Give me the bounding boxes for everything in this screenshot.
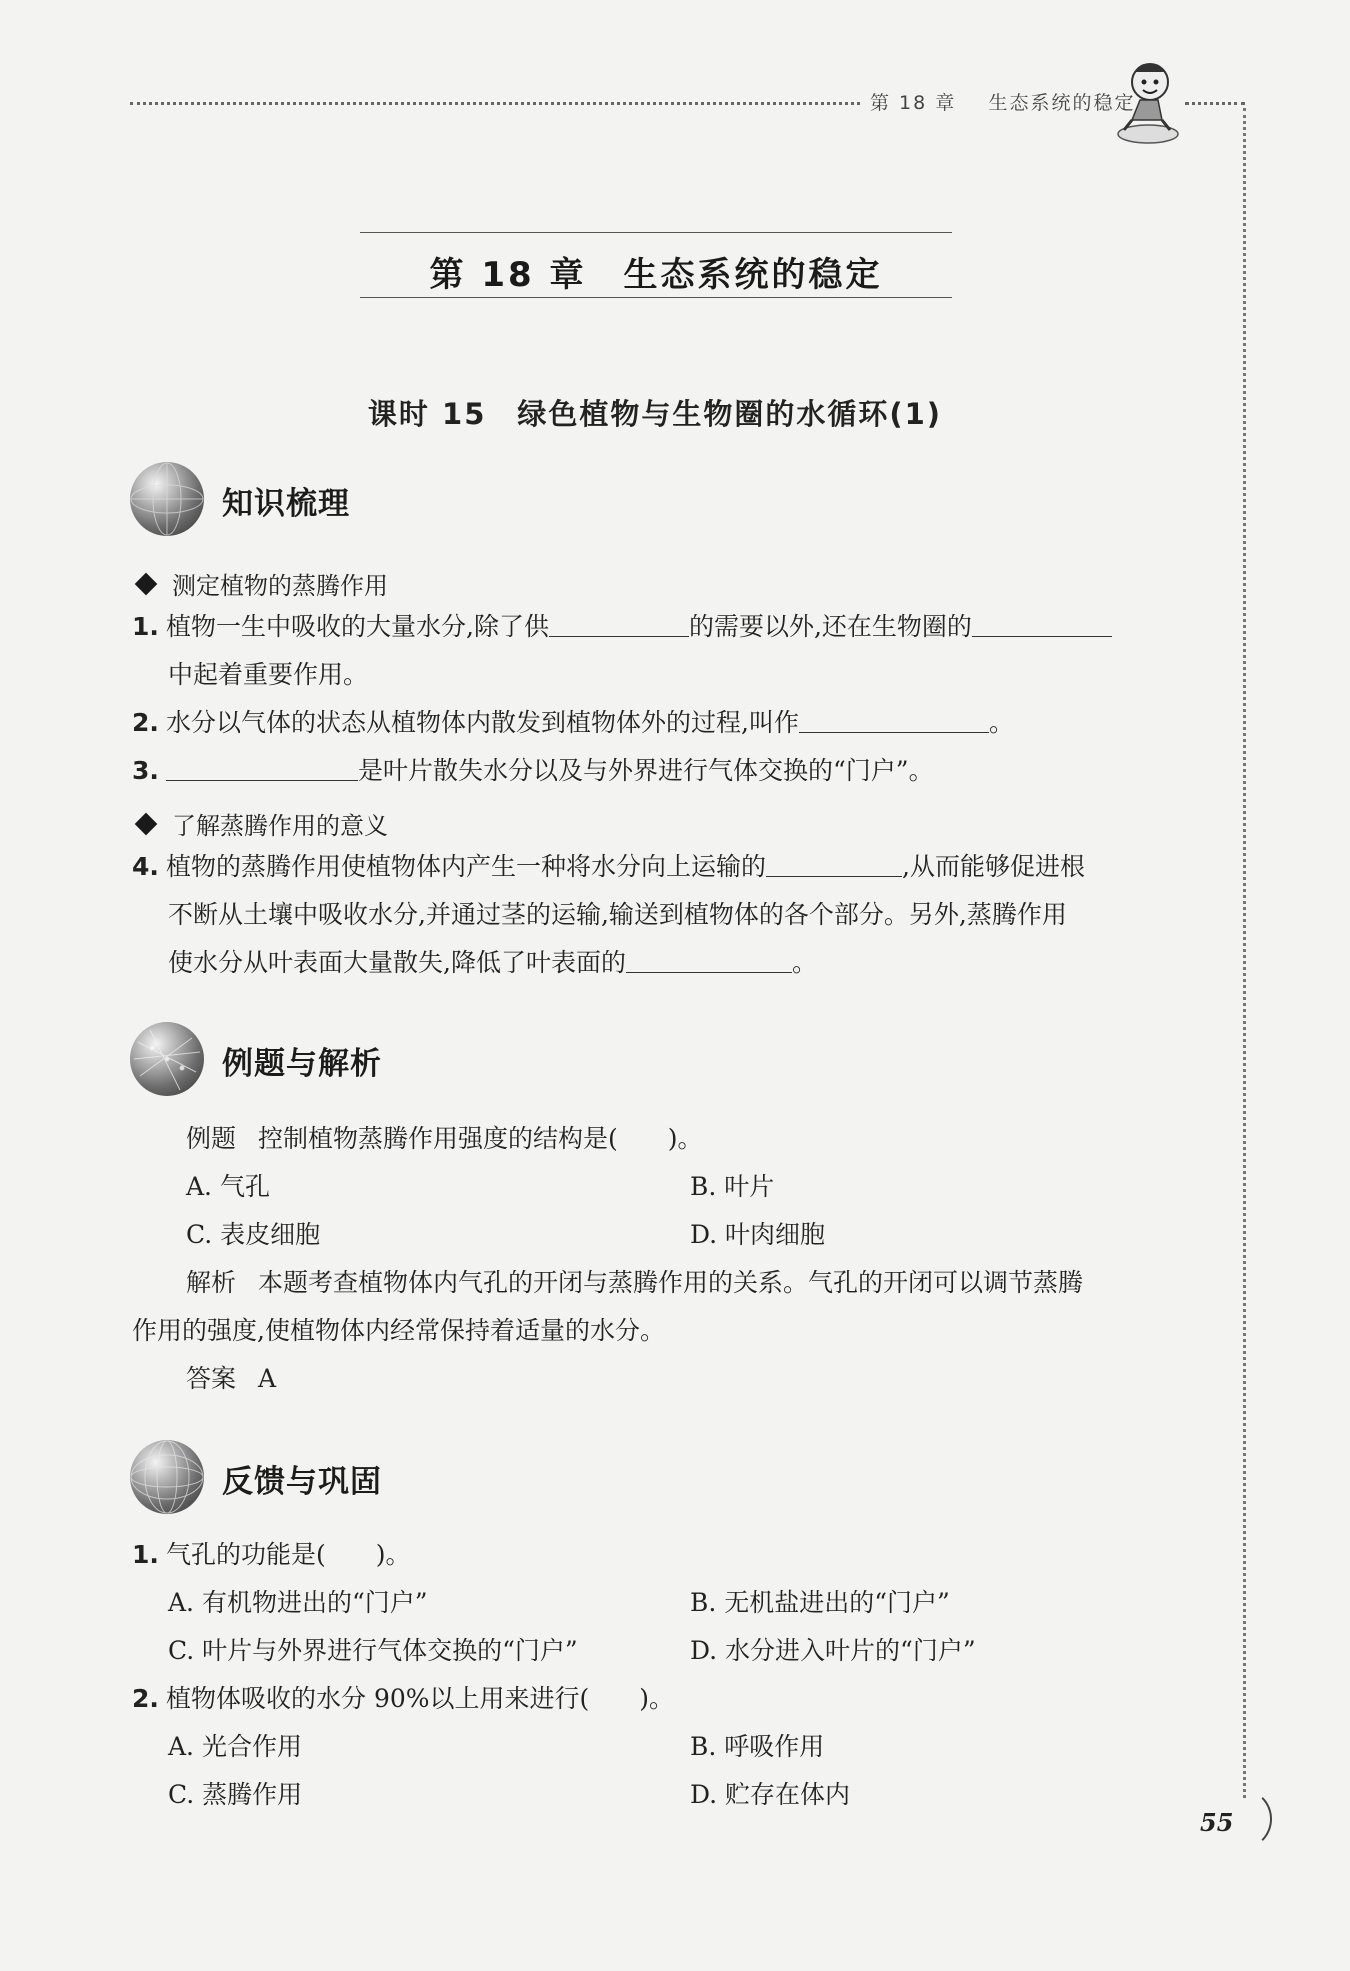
feedback-q1-option-a: A. 有机物进出的“门户” <box>168 1588 428 1617</box>
globe-icon <box>130 462 204 536</box>
lesson-title: 课时 15 绿色植物与生物圈的水循环(1) <box>367 397 943 431</box>
page-number: 55 <box>1200 1808 1234 1837</box>
knowledge-q4-line1: 4. 植物的蒸腾作用使植物体内产生一种将水分向上运输的 ,从而能够促进根 <box>132 852 1085 881</box>
example-option-c: C. 表皮细胞 <box>186 1220 321 1249</box>
example-option-a: A. 气孔 <box>186 1172 270 1201</box>
example-answer: 答案 A <box>186 1364 277 1393</box>
section-title: 知识梳理 <box>222 486 350 522</box>
feedback-q2-option-b: B. 呼吸作用 <box>690 1732 825 1761</box>
right-dotted-margin <box>1243 108 1246 1798</box>
feedback-q1: 1. 气孔的功能是( )。 <box>132 1540 411 1569</box>
knowledge-q2: 2. 水分以气体的状态从植物体内散发到植物体外的过程,叫作 。 <box>132 708 1014 737</box>
diamond-bullet-icon <box>135 573 158 596</box>
knowledge-q1-line2: 中起着重要作用。 <box>168 660 369 689</box>
example-option-d: D. 叶肉细胞 <box>690 1220 826 1249</box>
running-header <box>130 88 1250 128</box>
knowledge-q4-line2: 不断从土壤中吸收水分,并通过茎的运输,输送到植物体的各个部分。另外,蒸腾作用 <box>168 900 1067 929</box>
subheading-measure-transpiration: 测定植物的蒸腾作用 <box>132 566 388 601</box>
example-question: 例题 控制植物蒸腾作用强度的结构是( )。 <box>186 1124 703 1153</box>
fill-blank[interactable] <box>549 615 689 637</box>
globe-icon <box>130 1022 204 1096</box>
knowledge-q4-line3: 使水分从叶表面大量散失,降低了叶表面的 。 <box>168 948 817 977</box>
section-title: 例题与解析 <box>222 1046 382 1082</box>
fill-blank[interactable] <box>799 711 989 733</box>
feedback-q1-option-d: D. 水分进入叶片的“门户” <box>690 1636 976 1665</box>
feedback-q2-option-d: D. 贮存在体内 <box>690 1780 851 1809</box>
running-header-chapter: 第 18 章 <box>870 92 957 114</box>
mascot-icon <box>1110 58 1190 148</box>
feedback-q1-option-b: B. 无机盐进出的“门户” <box>690 1588 950 1617</box>
feedback-q1-option-c: C. 叶片与外界进行气体交换的“门户” <box>168 1636 578 1665</box>
chapter-title: 第 18 章 生态系统的稳定 <box>429 255 883 295</box>
knowledge-q3: 3. 是叶片散失水分以及与外界进行气体交换的“门户”。 <box>132 756 934 785</box>
chapter-title-box <box>360 232 952 298</box>
section-knowledge-heading <box>130 462 630 542</box>
header-dotted-rule-right <box>1185 102 1245 105</box>
feedback-q2-option-a: A. 光合作用 <box>168 1732 302 1761</box>
example-option-b: B. 叶片 <box>690 1172 775 1201</box>
knowledge-q1-line1: 1. 植物一生中吸收的大量水分,除了供 的需要以外,还在生物圈的 <box>132 614 1112 639</box>
header-dotted-rule <box>130 102 860 105</box>
running-header-title: 生态系统的稳定 <box>988 92 1136 114</box>
feedback-q2: 2. 植物体吸收的水分 90%以上用来进行( )。 <box>132 1684 675 1713</box>
fill-blank[interactable] <box>166 759 358 781</box>
globe-icon <box>130 1440 204 1514</box>
subheading-meaning-of-transpiration: 了解蒸腾作用的意义 <box>132 806 388 841</box>
example-analysis-line1: 解析 本题考查植物体内气孔的开闭与蒸腾作用的关系。气孔的开闭可以调节蒸腾 <box>186 1268 1084 1297</box>
fill-blank[interactable] <box>626 951 792 973</box>
fill-blank[interactable] <box>972 615 1112 637</box>
feedback-q2-option-c: C. 蒸腾作用 <box>168 1780 303 1809</box>
section-example-heading <box>130 1022 630 1102</box>
section-feedback-heading <box>130 1440 630 1520</box>
section-title: 反馈与巩固 <box>222 1464 382 1500</box>
diamond-bullet-icon <box>135 813 158 836</box>
example-analysis-line2: 作用的强度,使植物体内经常保持着适量的水分。 <box>132 1316 665 1345</box>
fill-blank[interactable] <box>766 855 902 877</box>
